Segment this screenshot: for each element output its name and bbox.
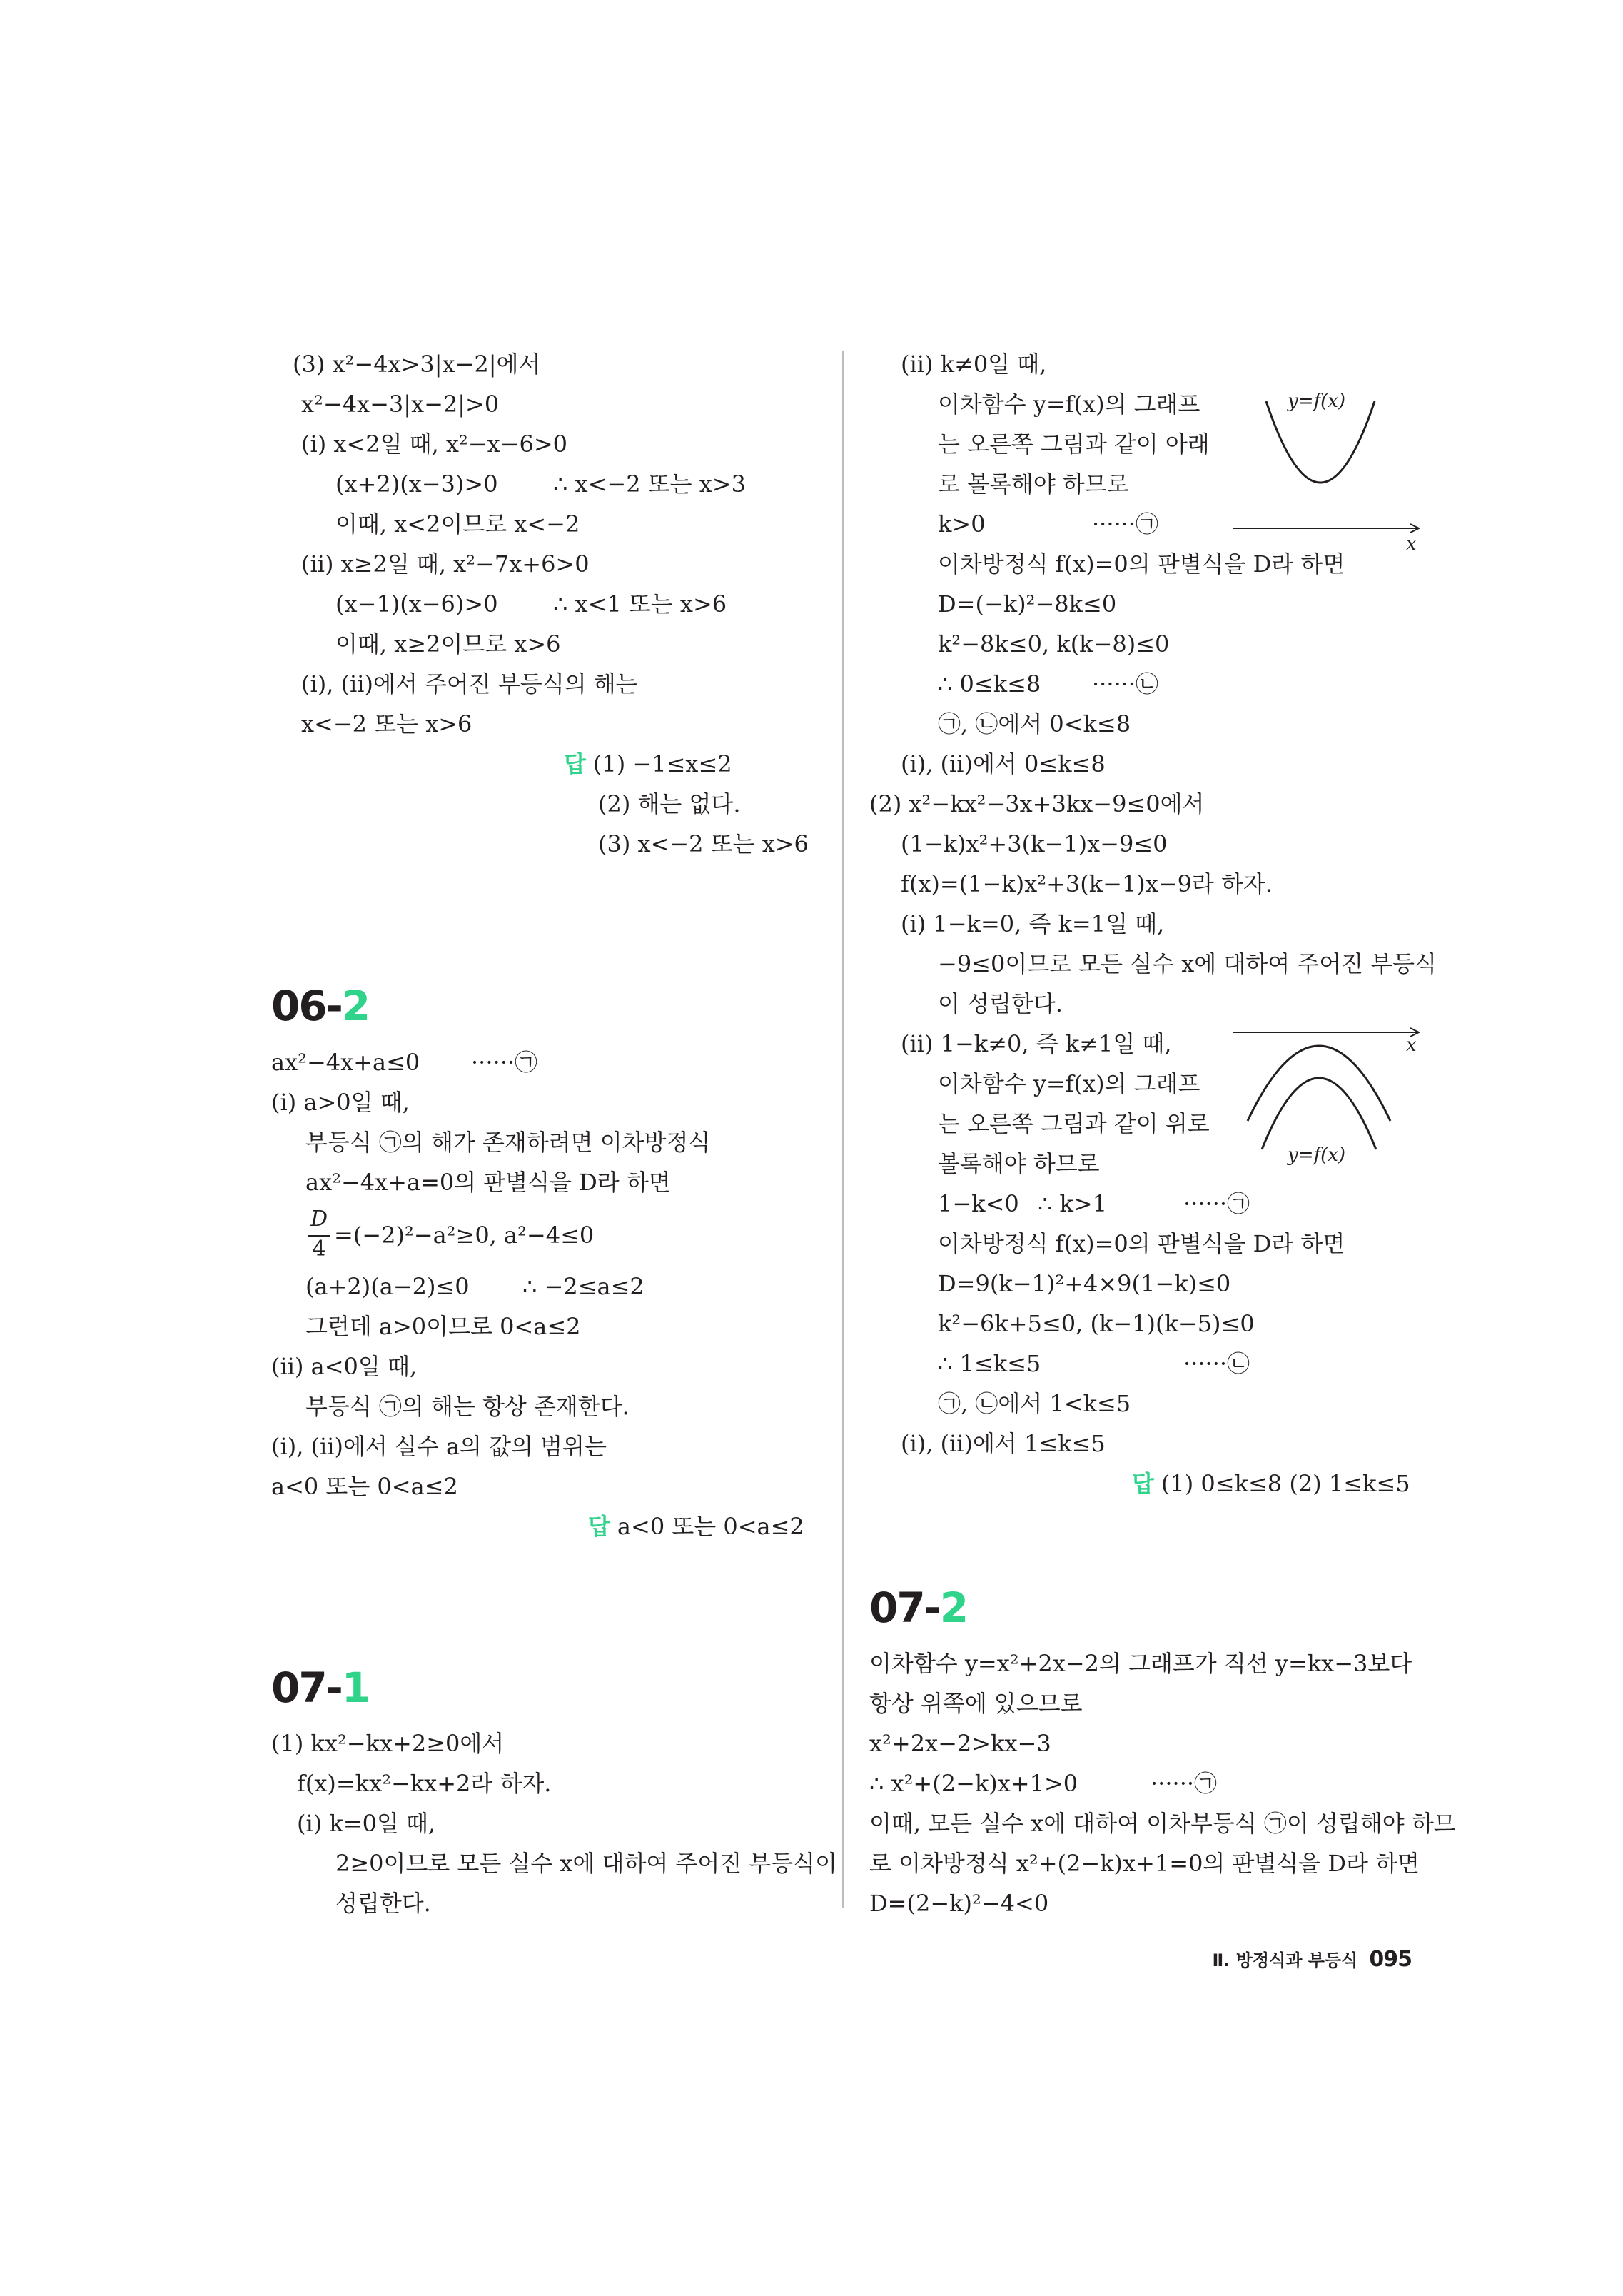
section-subnumber: 1 [341, 1663, 370, 1712]
text-line: ax²−4x+a=0의 판별식을 D라 하면 [305, 1169, 671, 1196]
text-line: 는 오른쪽 그림과 같이 아래 [938, 430, 1210, 458]
text-line: x²+2x−2>kx−3 [869, 1730, 1051, 1757]
conclusion-line: (ⅰ), (ⅱ)에서 1≤k≤5 [901, 1430, 1106, 1457]
section-subnumber: 2 [341, 982, 370, 1030]
text-line: D=(−k)²−8k≤0 [938, 590, 1117, 618]
section-number: 07 [271, 1663, 326, 1712]
text-line: 이때, 모든 실수 x에 대하여 이차부등식 ㉠이 성립해야 하므 [869, 1810, 1456, 1837]
text-line: 이차함수 y=x²+2x−2의 그래프가 직선 y=kx−3보다 [869, 1650, 1412, 1677]
text-line: 볼록해야 하므로 [938, 1150, 1100, 1177]
text-line: 로 볼록해야 하므로 [938, 470, 1129, 498]
text-line: f(x)=(1−k)x²+3(k−1)x−9라 하자. [901, 870, 1273, 897]
answer-text: (1) −1≤x≤2 [592, 750, 732, 777]
conclusion-line: (ⅰ), (ⅱ)에서 실수 a의 값의 범위는 [271, 1433, 607, 1460]
section-heading-07-2: 07-2 [869, 1583, 968, 1632]
case-heading: (ⅱ) a<0일 때, [271, 1353, 418, 1380]
equation-tag: ······㉡ [1183, 1350, 1250, 1377]
answer-text: a<0 또는 0<a≤2 [617, 1513, 804, 1540]
text-line: k²−8k≤0, k(k−8)≤0 [938, 630, 1170, 658]
text-line: ∴ 0≤k≤8 [938, 670, 1041, 698]
equation-tag: ······㉠ [1151, 1770, 1218, 1797]
text-line: (x+2)(x−3)>0 [335, 470, 498, 498]
conclusion-line: (ⅰ), (ⅱ)에서 주어진 부등식의 해는 [301, 670, 638, 698]
text-line: 이때, x<2이므로 x<−2 [335, 510, 580, 538]
answer-line: (3) x<−2 또는 x>6 [598, 830, 809, 857]
graph-axis-label: x [1406, 1034, 1417, 1056]
text-line: ax²−4x+a≤0 [271, 1049, 420, 1076]
section-heading-06-2: 06-2 [271, 982, 370, 1030]
text-line: k>0 [938, 510, 986, 538]
text-line: x²−4x−3|x−2|>0 [301, 391, 500, 418]
conclusion-line: (ⅰ), (ⅱ)에서 0≤k≤8 [901, 750, 1106, 777]
answer-mark: 답 [1132, 1470, 1154, 1497]
text-line: (a+2)(a−2)≤0 [305, 1273, 470, 1300]
text-line: 부등식 ㉠의 해가 존재하려면 이차방정식 [305, 1129, 711, 1156]
section-number: 06 [271, 982, 326, 1030]
answer-line [564, 750, 732, 778]
fraction-denominator: 4 [312, 1237, 326, 1262]
case-heading: (ⅰ) x<2일 때, x²−x−6>0 [301, 430, 568, 458]
text-line: (x−1)(x−6)>0 [335, 590, 498, 618]
answer-line: (2) 해는 없다. [598, 790, 741, 817]
case-heading: (ⅱ) k≠0일 때, [901, 351, 1047, 378]
text-line: D=(2−k)²−4<0 [869, 1890, 1049, 1917]
section-subnumber: 2 [939, 1583, 968, 1632]
text-line: =(−2)²−a²≥0, a²−4≤0 [334, 1222, 595, 1249]
text-line: ∴ −2≤a≤2 [522, 1273, 644, 1300]
page-footer [1212, 1946, 1412, 1972]
section-heading-07-1: 07-1 [271, 1663, 370, 1712]
answer-mark: 답 [564, 750, 586, 777]
fraction-numerator: D [310, 1207, 328, 1232]
text-line: f(x)=kx²−kx+2라 하자. [297, 1770, 552, 1797]
case-heading: (ⅱ) 1−k≠0, 즉 k≠1일 때, [901, 1030, 1172, 1057]
problem-2-heading: (2) x²−kx²−3x+3kx−9≤0에서 [869, 790, 1205, 817]
text-line: 로 이차방정식 x²+(2−k)x+1=0의 판별식을 D라 하면 [869, 1850, 1420, 1877]
case-heading: (ⅱ) x≥2일 때, x²−7x+6>0 [301, 550, 590, 578]
answer-mark: 답 [588, 1513, 610, 1540]
text-line: D=9(k−1)²+4×9(1−k)≤0 [938, 1270, 1231, 1297]
problem-1-heading: (1) kx²−kx+2≥0에서 [271, 1730, 505, 1757]
equation-tag: ······㉠ [1092, 510, 1159, 538]
graph-axis-label: x [1406, 533, 1417, 555]
text-line: ∴ x<−2 또는 x>3 [553, 470, 746, 498]
solution-line: a<0 또는 0<a≤2 [271, 1473, 458, 1500]
parabola-curve-inner [1262, 1078, 1376, 1149]
answer-line [1132, 1469, 1410, 1498]
equation-tag: ······㉡ [1092, 670, 1159, 698]
text-line: ∴ 1≤k≤5 [938, 1350, 1041, 1377]
text-line: ∴ k>1 [1038, 1190, 1108, 1217]
graph-label: y=f(x) [1288, 391, 1346, 412]
equation-tag: ······㉠ [471, 1049, 538, 1076]
parabola-curve-outer [1248, 1046, 1390, 1121]
problem-3-heading: (3) x²−4x>3|x−2|에서 [293, 351, 541, 378]
text-line: 이차함수 y=f(x)의 그래프 [938, 391, 1200, 418]
chapter-title: Ⅱ. 방정식과 부등식 [1212, 1950, 1358, 1970]
solution-line: x<−2 또는 x>6 [301, 710, 472, 737]
text-line: 이차방정식 f(x)=0의 판별식을 D라 하면 [938, 550, 1345, 578]
page-number: 095 [1369, 1947, 1412, 1972]
text-line: ㉠, ㉡에서 1<k≤5 [938, 1390, 1131, 1417]
text-line: 2≥0이므로 모든 실수 x에 대하여 주어진 부등식이 [335, 1850, 838, 1877]
text-line: 부등식 ㉠의 해는 항상 존재한다. [305, 1393, 630, 1420]
text-line: 이때, x≥2이므로 x>6 [335, 630, 561, 658]
text-line: (1−k)x²+3(k−1)x−9≤0 [901, 830, 1168, 857]
text-line: −9≤0이므로 모든 실수 x에 대하여 주어진 부등식 [938, 950, 1437, 977]
column-divider [842, 351, 844, 1908]
text-line: k²−6k+5≤0, (k−1)(k−5)≤0 [938, 1310, 1255, 1337]
case-heading: (ⅰ) a>0일 때, [271, 1089, 410, 1116]
text-line: 그런데 a>0이므로 0<a≤2 [305, 1313, 581, 1340]
text-line: ∴ x<1 또는 x>6 [553, 590, 727, 618]
case-heading: (ⅰ) k=0일 때, [297, 1810, 436, 1837]
text-line: 이차함수 y=f(x)의 그래프 [938, 1070, 1200, 1097]
text-line: 성립한다. [335, 1890, 431, 1917]
case-heading: (ⅰ) 1−k=0, 즉 k=1일 때, [901, 910, 1165, 937]
answer-line [588, 1512, 804, 1541]
text-line: 이 성립한다. [938, 990, 1063, 1017]
text-line: 이차방정식 f(x)=0의 판별식을 D라 하면 [938, 1230, 1345, 1257]
text-line: 1−k<0 [938, 1190, 1019, 1217]
graph-label: y=f(x) [1288, 1144, 1346, 1166]
text-line: ㉠, ㉡에서 0<k≤8 [938, 710, 1131, 737]
answer-text: (1) 0≤k≤8 (2) 1≤k≤5 [1161, 1470, 1410, 1497]
section-number: 07 [869, 1583, 924, 1632]
text-line: ∴ x²+(2−k)x+1>0 [869, 1770, 1078, 1797]
text-line: 항상 위쪽에 있으므로 [869, 1690, 1083, 1717]
equation-tag: ······㉠ [1183, 1190, 1250, 1217]
text-line: 는 오른쪽 그림과 같이 위로 [938, 1110, 1210, 1137]
